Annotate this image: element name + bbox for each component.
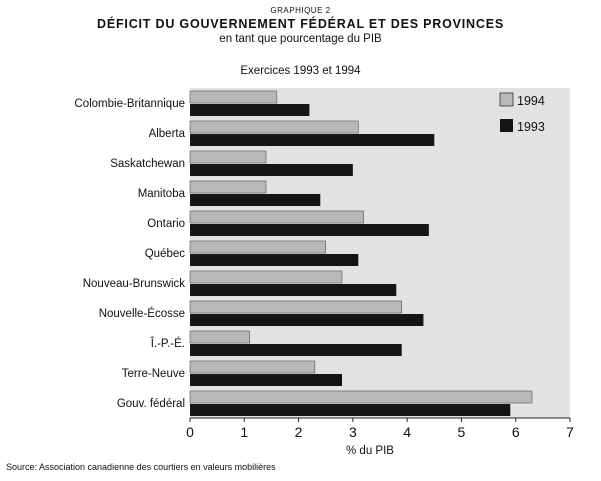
category-label: Manitoba [137, 188, 185, 200]
category-label: Terre-Neuve [121, 368, 185, 380]
category-label: Ontario [147, 218, 185, 230]
x-tick-label: 6 [511, 424, 520, 440]
x-tick-label: 7 [566, 424, 574, 440]
bar-1993 [190, 374, 342, 386]
chart-subtitle: en tant que pourcentage du PIB [219, 33, 382, 45]
bar-1994 [190, 121, 358, 133]
bar-1994 [190, 241, 326, 253]
bar-1994 [190, 271, 342, 283]
legend-swatch-1994 [500, 93, 513, 106]
x-tick-label: 5 [457, 424, 466, 440]
x-tick-label: 4 [403, 424, 412, 440]
bar-1993 [190, 104, 309, 116]
x-tick-label: 0 [186, 424, 194, 440]
category-label: Québec [144, 248, 185, 260]
category-label: Saskatchewan [110, 158, 185, 170]
x-axis-label: % du PIB [346, 445, 394, 457]
bar-1994 [190, 91, 277, 103]
x-tick-label: 3 [348, 424, 357, 440]
x-tick-label: 1 [240, 424, 249, 440]
legend-label-1994: 1994 [517, 94, 545, 108]
category-label: Gouv. fédéral [116, 398, 185, 410]
category-label: Alberta [148, 128, 185, 140]
category-label: Î.-P.-É. [150, 338, 185, 350]
chart-title: DÉFICIT DU GOUVERNEMENT FÉDÉRAL ET DES PROVINCES [97, 17, 504, 31]
bar-1993 [190, 194, 320, 206]
bar-1994 [190, 361, 315, 373]
bar-1993 [190, 314, 423, 326]
category-label: Colombie-Britannique [74, 98, 185, 110]
bar-1993 [190, 344, 402, 356]
category-label: Nouvelle-Écosse [98, 308, 185, 320]
bar-1993 [190, 404, 510, 416]
bar-1994 [190, 151, 266, 163]
bar-1993 [190, 224, 429, 236]
chart-period: Exercices 1993 et 1994 [240, 65, 361, 77]
legend-label-1993: 1993 [517, 120, 545, 134]
bar-1994 [190, 301, 402, 313]
bar-1994 [190, 211, 364, 223]
chart-kicker: GRAPHIQUE 2 [270, 6, 331, 15]
x-tick-label: 2 [294, 424, 303, 440]
category-label: Nouveau-Brunswick [82, 278, 185, 290]
bar-1993 [190, 164, 353, 176]
bar-1993 [190, 254, 358, 266]
bar-1993 [190, 134, 434, 146]
legend-swatch-1993 [500, 119, 513, 132]
bar-1994 [190, 181, 266, 193]
bar-1994 [190, 331, 250, 343]
source-note: Source: Association canadienne des courtiers en valeurs mobilières [6, 462, 276, 472]
bar-1994 [190, 391, 532, 403]
bar-1993 [190, 284, 396, 296]
